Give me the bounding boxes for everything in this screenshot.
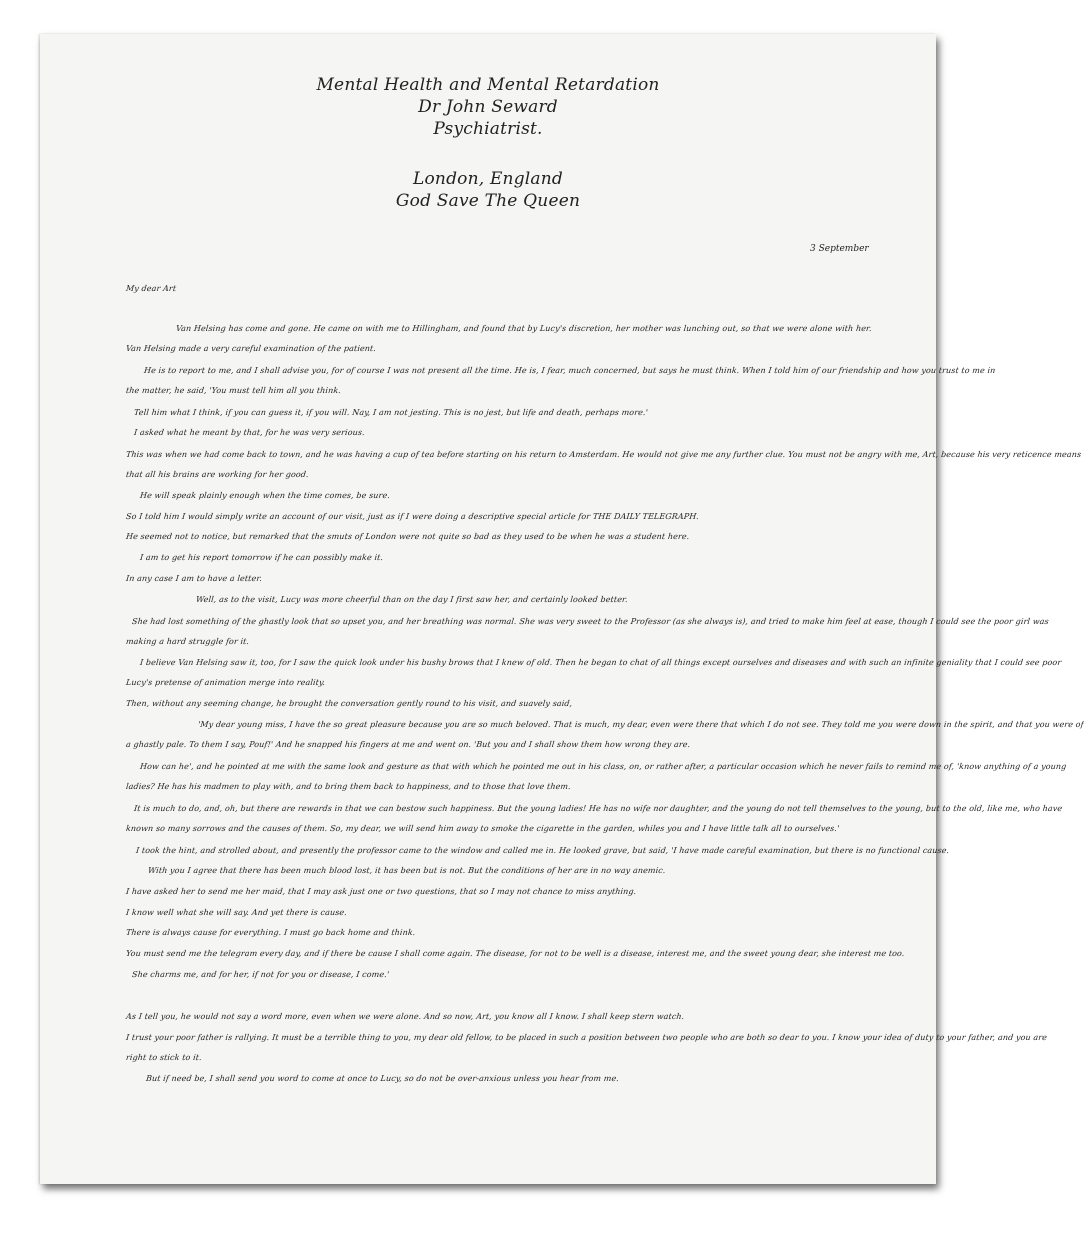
letter-line: Lucy's pretense of animation merge into reality. bbox=[125, 678, 326, 687]
letterhead-location-block bbox=[40, 168, 936, 212]
letter-line: making a hard struggle for it. bbox=[125, 637, 250, 646]
letter-line: I believe Van Helsing saw it, too, for I saw the quick look under his bushy brows that I knew of old. Then he began to chat of all things except ourselves and diseases and with such an infinite geniality that I could see poor bbox=[139, 658, 1062, 667]
letter-line: right to stick to it. bbox=[125, 1053, 203, 1062]
letter-sheet bbox=[40, 34, 1084, 1184]
letterhead bbox=[40, 74, 936, 140]
letter-line: I have asked her to send me her maid, that I may ask just one or two questions, that so I may not chance to miss anything. bbox=[125, 887, 637, 896]
letter-line: I took the hint, and strolled about, and presently the professor came to the window and called me in. He looked grave, but said, 'I have made careful examination, but there is no functional cause. bbox=[135, 846, 950, 855]
letter-line: ladies? He has his madmen to play with, and to bring them back to happiness, and to those that love them. bbox=[125, 782, 572, 791]
letter-line: This was when we had come back to town, and he was having a cup of tea before starting on his return to Amsterdam. He would not give me any further clue. You must not be angry with me, Art, because his very reticence means bbox=[125, 450, 1082, 459]
letter-line: a ghastly pale. To them I say, Pouf!' And he snapped his fingers at me and went on. 'But you and I shall show them how wrong they are. bbox=[125, 740, 691, 749]
letter-line: I asked what he meant by that, for he was very serious. bbox=[133, 428, 366, 437]
letter-line: As I tell you, he would not say a word more, even when we were alone. And so now, Art, you know all I know. I shall keep stern watch. bbox=[125, 1012, 685, 1021]
letter-line: Tell him what I think, if you can guess it, if you will. Nay, I am not jesting. This is no jest, but life and death, perhaps more.' bbox=[133, 408, 649, 417]
letterhead-department: Mental Health and Mental Retardation bbox=[316, 75, 660, 95]
letter-line: He seemed not to notice, but remarked that the smuts of London were not quite so bad as they used to be when he was a student here. bbox=[125, 532, 690, 541]
letter-line: There is always cause for everything. I must go back home and think. bbox=[125, 928, 416, 937]
letterhead-motto: God Save The Queen bbox=[395, 191, 581, 211]
letter-line: Well, as to the visit, Lucy was more cheerful than on the day I first saw her, and certainly looked better. bbox=[195, 595, 629, 604]
letter-line: In any case I am to have a letter. bbox=[125, 574, 263, 583]
letter-line: Van Helsing has come and gone. He came on with me to Hillingham, and found that by Lucy's discretion, her mother was lunching out, so that we were alone with her. bbox=[175, 324, 873, 333]
letter-line: that all his brains are working for her good. bbox=[125, 470, 310, 479]
letter-line: She charms me, and for her, if not for you or disease, I come.' bbox=[131, 970, 390, 979]
letter-line: Van Helsing made a very careful examination of the patient. bbox=[125, 344, 377, 353]
letter-line: I am to get his report tomorrow if he can possibly make it. bbox=[139, 553, 384, 562]
letter-line: I trust your poor father is rallying. It must be a terrible thing to you, my dear old fellow, to be placed in such a position between two people who are both so dear to you. I know your idea of duty to your father, and you are bbox=[125, 1033, 1048, 1042]
letter-line: How can he', and he pointed at me with the same look and gesture as that with which he pointed me out in his class, on, or rather after, a particular occasion which he never fails to remind me of, 'know anything of a young bbox=[139, 762, 1067, 771]
letter-line: known so many sorrows and the causes of them. So, my dear, we will send him away to smoke the cigarette in the garden, whiles you and I have little talk all to ourselves.' bbox=[125, 824, 840, 833]
letter-line: He will speak plainly enough when the time comes, be sure. bbox=[139, 491, 391, 500]
letter-line: So I told him I would simply write an account of our visit, just as if I were doing a descriptive special article for THE DAILY TELEGRAPH. bbox=[125, 512, 700, 521]
letter-line: the matter, he said, 'You must tell him all you think. bbox=[125, 386, 342, 395]
letterhead-location: London, England bbox=[413, 169, 563, 189]
letter-line: He is to report to me, and I shall advise you, for of course I was not present all the time. He is, I fear, much concerned, but says he must think. When I told him of our friendship and how you trust to me in bbox=[143, 366, 996, 375]
letter-line: With you I agree that there has been much blood lost, it has been but is not. But the conditions of her are in no way anemic. bbox=[147, 866, 666, 875]
letter-line: Then, without any seeming change, he brought the conversation gently round to his visit, and suavely said, bbox=[125, 699, 573, 708]
letter-line: 'My dear young miss, I have the so great pleasure because you are so much beloved. That is much, my dear, even were there that which I do not see. They told me you were down in the spirit, and that you were of bbox=[197, 720, 1084, 729]
letter-line: She had lost something of the ghastly look that so upset you, and her breathing was normal. She was very sweet to the Professor (as she always is), and tried to make him feel at ease, though I could see the poor girl was bbox=[131, 617, 1050, 626]
letter-line: It is much to do, and, oh, but there are rewards in that we can bestow such happiness. But the young ladies! He has no wife nor daughter, and the young do not tell themselves to the young, but to the old, like me, who have bbox=[133, 804, 1063, 813]
letter-date: 3 September bbox=[810, 244, 869, 254]
letterhead-name: Dr John Seward bbox=[418, 97, 558, 117]
letterhead-title: Psychiatrist. bbox=[433, 119, 543, 139]
letter-line: But if need be, I shall send you word to come at once to Lucy, so do not be over-anxious unless you hear from me. bbox=[145, 1074, 620, 1083]
letter-line: I know well what she will say. And yet there is cause. bbox=[125, 908, 348, 917]
letter-greeting: My dear Art bbox=[125, 284, 177, 293]
letter-line: You must send me the telegram every day, and if there be cause I shall come again. The disease, for not to be well is a disease, interest me, and the sweet young dear, she interest me too. bbox=[125, 949, 905, 958]
